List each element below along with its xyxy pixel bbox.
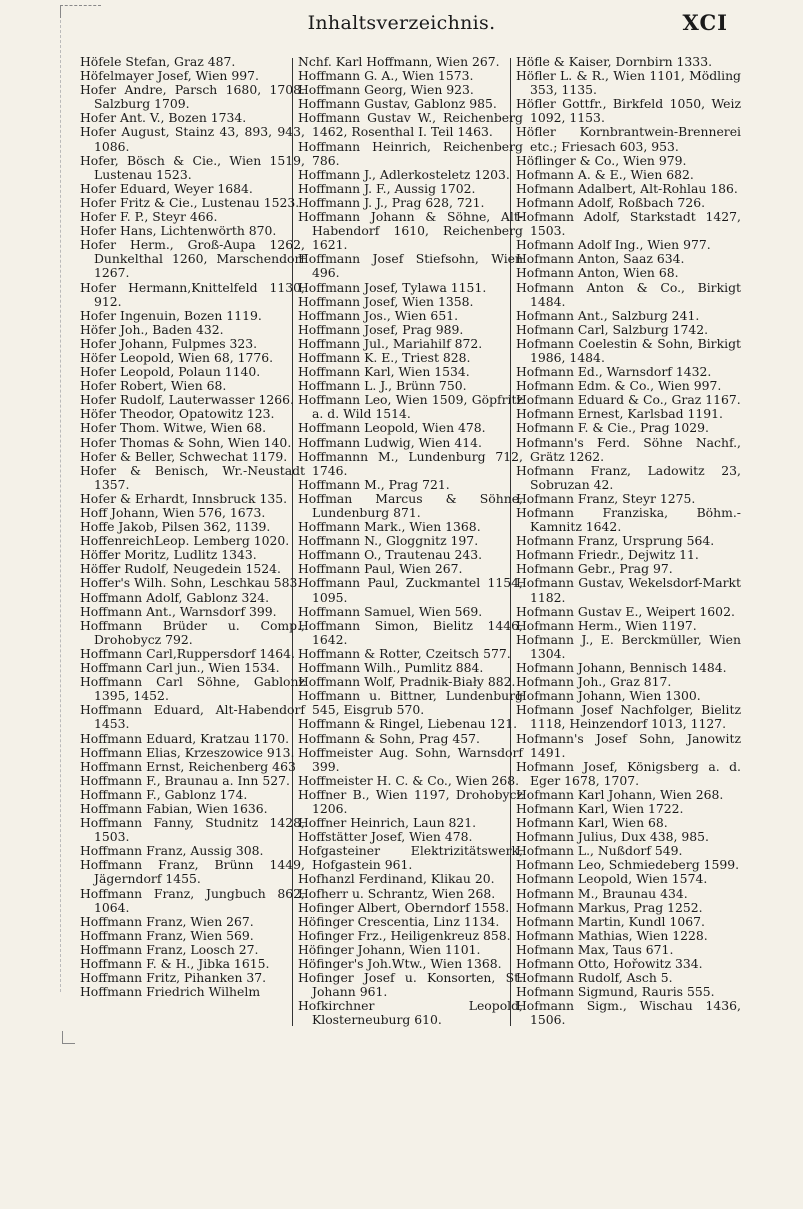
index-entry: Hofmann's Ferd. Söhne Nachf., Grätz 1262. [516,434,741,464]
index-entry: Hoffmann Franz, Wien 267. [80,913,254,929]
index-entry: Hoffmann & Sohn, Prag 457. [298,730,480,746]
index-entry: Hoffmann Elias, Krzeszowice 913. [80,744,295,760]
index-entry: Hoffner B., Wien 1197, Drohobycz 1206. [298,786,523,816]
index-entry: Hoffmannn M., Lundenburg 712, 1746. [298,448,523,478]
index-entry: Hofmann Gebr., Prag 97. [516,561,673,577]
index-entry: Hoffmann Fritz, Pihanken 37. [80,970,267,986]
index-entry: Hofmann Ant., Salzburg 241. [516,307,700,323]
index-entry: Hoffmann F., Braunau a. Inn 527. [80,772,290,788]
index-entry: Hofer Ingenuin, Bozen 1119. [80,307,262,323]
index-entry: Hoffmann Carl Söhne, Gablonz 1395, 1452. [80,674,305,704]
index-entry: Hofmann Herm., Wien 1197. [516,617,697,633]
index-entry: Hofer Eduard, Weyer 1684. [80,180,253,196]
index-entry: Hofer F. P., Steyr 466. [80,209,218,225]
index-entry: Hofinger Albert, Oberndorf 1558. [298,899,510,915]
index-entry: Hoffmann Franz, Wien 569. [80,927,254,943]
index-entry: Hofmann Karl Johann, Wien 268. [516,786,724,802]
index-entry: Hoffmann Samuel, Wien 569. [298,603,483,619]
index-entry: Hoffmann Mark., Wien 1368. [298,519,481,535]
index-entry: Hofinger Josef u. Konsorten, St. Johann 961. [298,970,523,1000]
index-entry: Hofhanzl Ferdinand, Klikau 20. [298,871,495,887]
index-entry: Hoffmann G. A., Wien 1573. [298,68,474,84]
index-entry: Höfler Gottfr., Birkfeld 1050, Weiz 1092, 1153. [516,96,741,126]
index-entry: Hoffmeister Aug. Sohn, Warnsdorf 399. [298,744,523,774]
index-entry: Hoffmann Fanny, Studnitz 1428, 1503. [80,815,305,845]
index-entry: Hofmann Leo, Schmiedeberg 1599. [516,857,740,873]
index-entry: Hoffmann M., Prag 721. [298,476,450,492]
index-entry: Hoffmann Ant., Warnsdorf 399. [80,603,277,619]
index-entry: Hoffmeister H. C. & Co., Wien 268. [298,772,520,788]
index-entry: Hofmann Friedr., Dejwitz 11. [516,547,699,563]
margin-rule [60,20,62,992]
index-entry: Höffer Rudolf, Neugedein 1524. [80,561,281,577]
index-entry: Hoffmann Georg, Wien 923. [298,82,474,98]
index-entry: Hofer Robert, Wien 68. [80,378,227,394]
index-entry: Hofmann Anton, Saaz 634. [516,251,685,267]
index-entry: Hofmann Sigmund, Rauris 555. [516,984,715,1000]
index-entry: Hoffmann Paul, Wien 267. [298,561,463,577]
index-entry: Hofmann Gustav, Wekelsdorf-Markt 1182. [516,575,741,605]
index-entry: Hoffmann J. J., Prag 628, 721. [298,194,485,210]
index-entry: Hofer Hans, Lichtenwörth 870. [80,223,277,239]
index-entry: Hofer Herm., Groß-Aupa 1262, Dunkelthal 1260, Marschendorf 1267. [80,237,305,281]
index-column-1 [80,55,305,999]
index-entry: Hoffmann N., Gloggnitz 197. [298,533,479,549]
index-entry: Hoffmann Paul, Zuckmantel 1154, 1095. [298,575,523,605]
index-entry: Hoffmann Brüder u. Comp., Drohobycz 792. [80,617,305,647]
index-entry: Hoffmann Jos., Wien 651. [298,307,459,323]
index-entry: Hofmann Sigm., Wischau 1436, 1506. [516,998,741,1028]
index-entry: Hofmann Johann, Bennisch 1484. [516,660,727,676]
index-entry: Höffer Moritz, Ludlitz 1343. [80,547,257,563]
index-entry: Hofmann Franz, Ladowitz 23, Sobruzan 42. [516,462,741,492]
index-entry: Hofer & Beller, Schwechat 1179. [80,448,288,464]
index-entry: Hofmann L., Nußdorf 549. [516,843,683,859]
index-entry: Hoffstätter Josef, Wien 478. [298,829,473,845]
index-entry: Hofer Johann, Fulpmes 323. [80,335,258,351]
index-entry: Hofmann Markus, Prag 1252. [516,899,703,915]
index-entry: Hoffmann Wolf, Pradnik-Biały 882. [298,674,516,690]
index-entry: Hoffmann Jul., Mariahilf 872. [298,335,483,351]
index-entry: Hoffmann Fabian, Wien 1636. [80,800,268,816]
index-entry: Hofmann Anton, Wien 68. [516,265,679,281]
index-entry: Hofmann Coelestin & Sohn, Birkigt 1986, 1484. [516,335,741,365]
index-entry: Hoffmann Ernst, Reichenberg 463 [80,758,296,774]
index-entry: Hofmann J., E. Berckmüller, Wien 1304. [516,631,741,661]
index-entry: Hoffmann Franz, Loosch 27. [80,941,259,957]
index-entry: Höfinger Johann, Wien 1101. [298,941,481,957]
index-entry: Hofmann Johann, Wien 1300. [516,688,701,704]
index-entry: Hoffmann Carl jun., Wien 1534. [80,660,280,676]
index-entry: Hofmann Otto, Hořowitz 334. [516,956,703,971]
page-number: XCI [682,10,728,35]
index-entry: Hoff Johann, Wien 576, 1673. [80,505,266,520]
index-entry: Hofmann Adalbert, Alt-Rohlau 186. [516,180,738,196]
index-entry: Hofer Hermann,Knittelfeld 1130, 912. [80,279,305,309]
index-entry: Höfer Theodor, Opatowitz 123. [80,406,275,422]
index-entry: Hofmann Adolf, Starkstadt 1427, 1503. [516,209,741,239]
index-entry: Höfer Leopold, Wien 68, 1776. [80,349,274,365]
index-entry: Hofmann Martin, Kundl 1067. [516,913,705,929]
index-entry: Hofkirchner Leopold, Klosterneuburg 610. [298,998,523,1028]
index-entry: Hoffmann Carl,Ruppersdorf 1464. [80,645,295,661]
index-entry: Hoffmann J. F., Aussig 1702. [298,180,476,196]
index-entry: Hofer & Benisch, Wr.-Neustadt 1357. [80,462,305,492]
index-entry: Hoffmann Leo, Wien 1509, Göpfritz a. d. Wild 1514. [298,392,523,422]
index-entry: Höfler Kornbrantwein-Brennerei etc.; Friesach 603, 953. [516,124,741,154]
index-entry: Hofmann Josef, Königsberg a. d. Eger 1678, 1707. [516,758,741,788]
index-entry: Hoffmann Franz, Brünn 1449, Jägerndorf 1455. [80,857,305,887]
index-entry: Hofinger Frz., Heiligenkreuz 858. [298,927,511,943]
page-title: Inhaltsverzeichnis. [307,12,496,34]
index-entry: Hofer Thom. Witwe, Wien 68. [80,420,267,436]
index-entry: Hoffmann Franz, Jungbuch 862, 1064. [80,885,305,915]
index-entry: Höfler L. & R., Wien 1101, Mödling 353, 1135. [516,68,741,98]
index-entry: Hofmann Ernest, Karlsbad 1191. [516,406,723,422]
index-entry: Hofmann Edm. & Co., Wien 997. [516,378,722,394]
index-entry: Hofmann Karl, Wien 68. [516,815,668,831]
index-entry: Hoffmann Adolf, Gablonz 324. [80,589,270,605]
index-entry: Hoffmann F., Gablonz 174. [80,786,248,802]
index-entry: Höfinger's Joh.Wtw., Wien 1368. [298,956,502,971]
crop-mark-bottom [62,1031,75,1044]
index-entry: Hofmann Anton & Co., Birkigt 1484. [516,279,741,309]
index-entry: Hofmann Ed., Warnsdorf 1432. [516,364,712,380]
index-entry: Hofgasteiner Elektrizitätswerk, Hofgastein 961. [298,843,523,873]
index-entry: Hofmann's Josef Sohn, Janowitz 1491. [516,730,741,760]
index-entry: Hoffmann Karl, Wien 1534. [298,364,470,380]
index-entry: Hofer & Erhardt, Innsbruck 135. [80,490,288,506]
index-entry: Hoffmann Simon, Bielitz 1446, 1642. [298,617,523,647]
index-entry: Hofer August, Stainz 43, 893, 943, 1086. [80,124,305,154]
index-entry: Hoffmann Ludwig, Wien 414. [298,434,482,450]
index-entry: Hoffmann u. Bittner, Lundenburg 545, Eisgrub 570. [298,688,523,718]
index-entry: Hofmann Carl, Salzburg 1742. [516,321,709,337]
index-entry: Höfle & Kaiser, Dornbirn 1333. [516,54,713,69]
index-entry: Höfele Stefan, Graz 487. [80,54,236,69]
index-entry: Hoffmann Franz, Aussig 308. [80,843,264,859]
index-entry: Hofherr u. Schrantz, Wien 268. [298,885,496,901]
index-entry: Hoffmann & Ringel, Liebenau 121. [298,716,518,732]
index-entry: Hoffmann F. & H., Jibka 1615. [80,956,270,971]
index-entry: Hoffmann Eduard, Kratzau 1170. [80,730,290,746]
index-entry: Hofmann Eduard & Co., Graz 1167. [516,392,741,408]
index-entry: Hoffmann Friedrich Wilhelm [80,984,261,1000]
index-entry: Hoffmann Josef Stiefsohn, Wien 496. [298,251,523,281]
index-entry: Hoffmann Eduard, Alt-Habendorf 1453. [80,702,305,732]
index-entry: Hoffmann Josef, Wien 1358. [298,293,474,309]
index-entry: Nchf. Karl Hoffmann, Wien 267. [298,54,500,69]
index-column-3 [516,55,741,1027]
index-entry: Hoffmann O., Trautenau 243. [298,547,483,563]
index-entry: Hoffe Jakob, Pilsen 362, 1139. [80,519,271,535]
index-entry: Hofmann Josef Nachfolger, Bielitz 1118, Heinzendorf 1013, 1127. [516,702,741,732]
index-entry: Hoffmann Johann & Söhne, Alt-Habendorf 1610, Reichenberg 1621. [298,209,523,253]
index-entry: Hofer Ant. V., Bozen 1734. [80,110,247,126]
index-entry: Hoffmann Heinrich, Reichenberg 786. [298,138,523,168]
index-entry: Hofer, Bösch & Cie., Wien 1519, Lustenau 1523. [80,152,305,182]
index-entry: Hofmann Gustav E., Weipert 1602. [516,603,735,619]
index-entry: Höfelmayer Josef, Wien 997. [80,68,259,84]
index-entry: Höflinger & Co., Wien 979. [516,152,687,168]
index-entry: Hofer Fritz & Cie., Lustenau 1523. [80,194,300,210]
index-entry: Hofmann Karl, Wien 1722. [516,800,684,816]
index-entry: Hofmann Julius, Dux 438, 985. [516,829,709,845]
index-entry: Hofer Andre, Parsch 1680, 1708. Salzburg 1709. [80,82,305,112]
index-entry: Hoffmann Josef, Tylawa 1151. [298,279,487,295]
index-entry: Hoffman Marcus & Söhne, Lundenburg 871. [298,490,523,520]
index-entry: Hoffmann J., Adlerkosteletz 1203. [298,166,510,182]
index-entry: Hoffmann L. J., Brünn 750. [298,378,467,394]
index-entry: Hofmann Rudolf, Asch 5. [516,970,673,986]
index-entry: Hofmann Franziska, Böhm.-Kamnitz 1642. [516,505,741,535]
index-entry: Höfer Joh., Baden 432. [80,321,224,337]
index-entry: Hofmann Adolf, Roßbach 726. [516,194,706,210]
index-entry: Hoffmann Josef, Prag 989. [298,321,464,337]
index-entry: Hofmann Joh., Graz 817. [516,674,672,690]
index-entry: Hoffmann Gustav W., Reichenberg 1462, Rosenthal I. Teil 1463. [298,110,523,140]
index-entry: HoffenreichLeop. Lemberg 1020. [80,533,290,549]
index-entry: Hoffmann & Rotter, Czeitsch 577. [298,645,511,661]
index-entry: Hofer Rudolf, Lauterwasser 1266. [80,392,294,408]
index-entry: Hofer Leopold, Polaun 1140. [80,364,261,380]
index-entry: Hofer Thomas & Sohn, Wien 140. [80,434,292,450]
index-entry: Hofmann Mathias, Wien 1228. [516,927,708,943]
index-entry: Hoffmann K. E., Triest 828. [298,349,471,365]
index-entry: Hoffmann Gustav, Gablonz 985. [298,96,497,112]
index-entry: Hofmann M., Braunau 434. [516,885,688,901]
index-entry: Hoffner Heinrich, Laun 821. [298,815,477,831]
index-entry: Hofmann Leopold, Wien 1574. [516,871,708,887]
index-entry: Hofmann A. & E., Wien 682. [516,166,694,182]
index-entry: Hofmann F. & Cie., Prag 1029. [516,420,709,436]
index-entry: Hofmann Adolf Ing., Wien 977. [516,237,711,253]
index-entry: Hofmann Franz, Ursprung 564. [516,533,715,549]
index-entry: Hoffer's Wilh. Sohn, Leschkau 583. [80,575,302,591]
index-entry: Hofmann Max, Taus 671. [516,941,674,957]
index-entry: Höfinger Crescentia, Linz 1134. [298,913,500,929]
index-entry: Hofmann Franz, Steyr 1275. [516,490,696,506]
index-column-2 [298,55,523,1027]
index-entry: Hoffmann Wilh., Pumlitz 884. [298,660,484,676]
index-entry: Hoffmann Leopold, Wien 478. [298,420,486,436]
